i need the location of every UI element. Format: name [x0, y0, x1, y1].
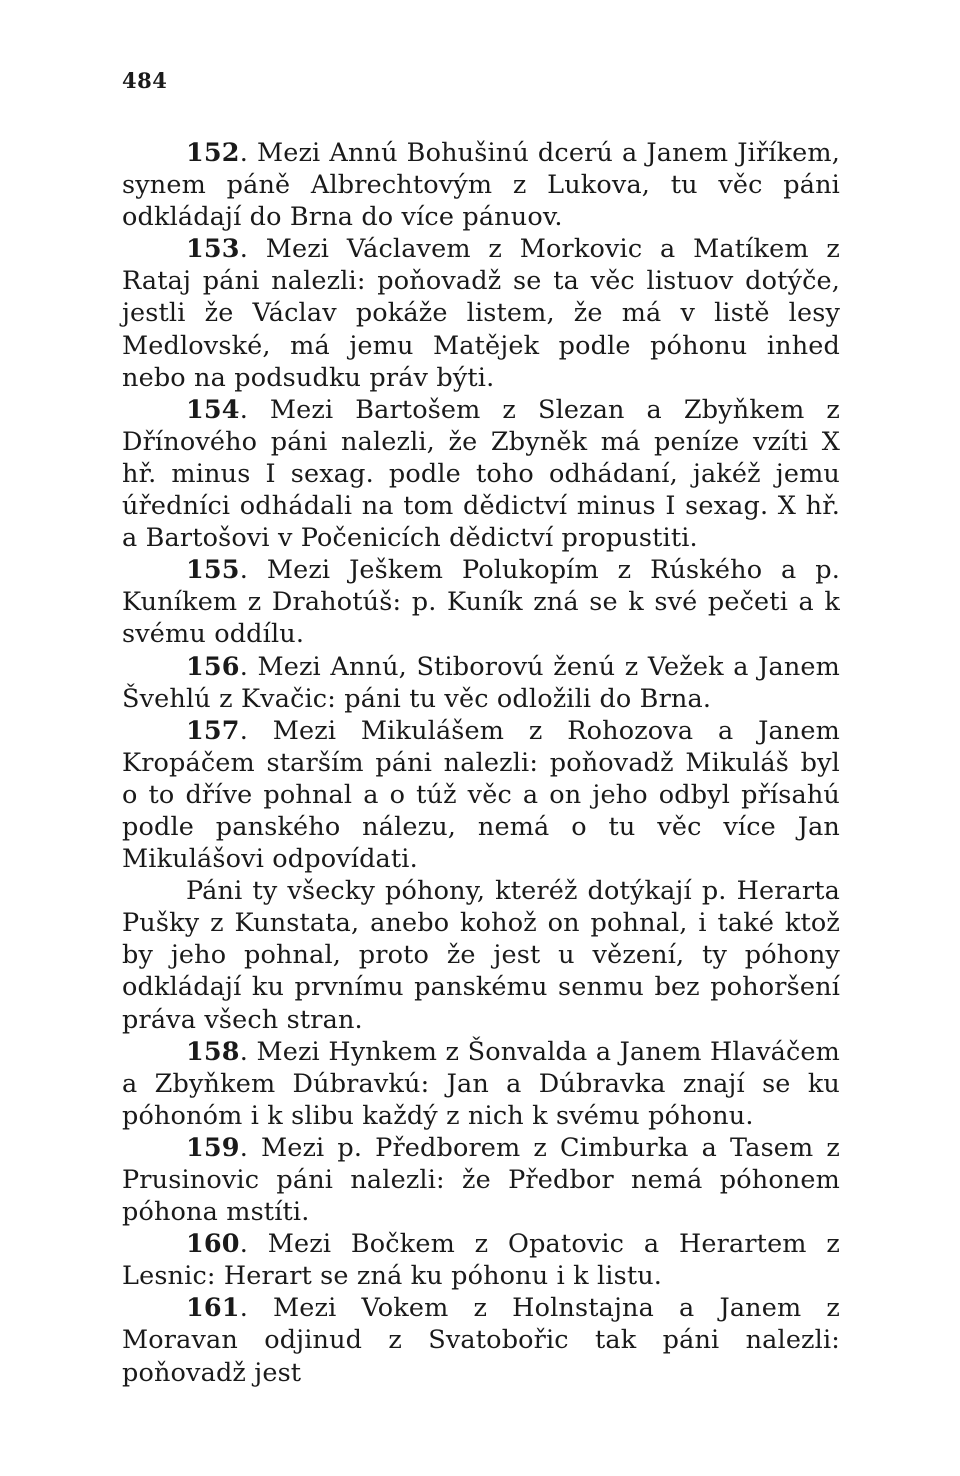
paragraph-text: Mezi Mikulášem z Rohozova a Janem Kropáčem starším páni nalezli: poňovadž Mikuláš byl o to dříve pohnal a o túž věc a on jeho odbyl přísahú podle panského nálezu, nemá o tu věc více Jan Mikulášovi odpovídati.: [122, 715, 840, 875]
paragraph-number: 159: [186, 1132, 240, 1163]
paragraph-161: 161. Mezi Vokem z Holnstajna a Janem z Moravan odjinud z Svatobořic tak páni nalezli: poňovadž jest: [122, 1293, 840, 1388]
paragraph-158: 158. Mezi Hynkem z Šonvalda a Janem Hlaváčem a Zbyňkem Dúbravkú: Jan a Dúbravka znají se ku póhonóm i k slibu každý z nich k svému póhonu.: [122, 1036, 841, 1131]
paragraph-number: 161: [186, 1293, 240, 1324]
paragraph-157: 157. Mezi Mikulášem z Rohozova a Janem Kropáčem starším páni nalezli: poňovadž Mikuláš byl o to dříve pohnal a o túž věc a on jeho odbyl přísahú podle panského nálezu, nemá o tu věc více Jan Mikulášovi odpovídati.: [122, 715, 840, 875]
paragraph-text: Mezi Václavem z Morkovic a Matíkem z Rataj páni nalezli: poňovadž se ta věc listuov dotýče, jestli že Václav pokáže listem, že má v listě lesy Medlovské, má jemu Matějek podle póhonu inhed nebo na podsudku práv býti.: [122, 234, 841, 393]
paragraph-number: 154: [186, 394, 240, 425]
paragraph-text: Mezi p. Předborem z Cimburka a Tasem z Prusinovic páni nalezli: že Předbor nemá póhonem póhona mstíti.: [122, 1132, 840, 1228]
paragraph-text: Mezi Vokem z Holnstajna a Janem z Moravan odjinud z Svatobořic tak páni nalezli: poňovadž jest: [122, 1293, 840, 1388]
paragraph-number: 156: [186, 651, 240, 682]
paragraph-number: 157: [186, 715, 240, 746]
paragraph-number: 153: [186, 234, 240, 265]
paragraph-number: 152: [186, 138, 240, 168]
paragraph-text: Mezi Bočkem z Opatovic a Herartem z Lesnic: Herart se zná ku póhonu i k listu.: [122, 1229, 841, 1292]
paragraph-160: 160. Mezi Bočkem z Opatovic a Herartem z Lesnic: Herart se zná ku póhonu i k listu.: [122, 1229, 841, 1292]
paragraph-text: Páni ty všecky póhony, kteréž dotýkají p. Herarta Pušky z Kunstata, anebo kohož on pohnal, i také ktož by jeho pohnal, proto že jest u vězení, ty póhony odkládají ku prvnímu panskému senmu bez pohoršení práva všech stran.: [122, 876, 840, 1035]
paragraph-number: 155: [186, 555, 240, 586]
paragraph-text: Mezi Annú, Stiborovú ženú z Vežek a Janem Švehlú z Kvačic: páni tu věc odložili do Brna.: [122, 651, 840, 714]
paragraph-159: 159. Mezi p. Předborem z Cimburka a Tasem z Prusinovic páni nalezli: že Předbor nemá póhonem póhona mstíti.: [122, 1132, 840, 1228]
paragraph-text: Mezi Ješkem Polukopím z Rúského a p. Kuníkem z Drahotúš: p. Kuník zná se k své pečeti a k svému oddílu.: [122, 555, 841, 650]
paragraph-153: 153. Mezi Václavem z Morkovic a Matíkem z Rataj páni nalezli: poňovadž se ta věc listuov dotýče, jestli že Václav pokáže listem, že má v listě lesy Medlovské, má jemu Matějek podle póhonu inhed nebo na podsudku práv býti.: [122, 234, 841, 393]
paragraph-156: 156. Mezi Annú, Stiborovú ženú z Vežek a Janem Švehlú z Kvačic: páni tu věc odložili do Brna.: [122, 651, 840, 714]
paragraph-text: Mezi Bartošem z Slezan a Zbyňkem z Dřínového páni nalezli, že Zbyněk má peníze vzíti X hř. minus I sexag. podle toho odhádaní, jakéž jemu úředníci odhádali na tom dědictví minus I sexag. X hř. a Bartošovi v Počenicích dědictví propustiti.: [122, 394, 841, 554]
paragraph-text: Mezi Annú Bohušinú dcerú a Janem Jiříkem, synem páně Albrechtovým z Lukova, tu věc páni odkládají do Brna do více pánuov.: [122, 138, 841, 233]
paragraph-154: 154. Mezi Bartošem z Slezan a Zbyňkem z Dřínového páni nalezli, že Zbyněk má peníze vzíti X hř. minus I sexag. podle toho odhádaní, jakéž jemu úředníci odhádali na tom dědictví minus I sexag. X hř. a Bartošovi v Počenicích dědictví propustiti.: [122, 394, 841, 554]
paragraph-text: Mezi Hynkem z Šonvalda a Janem Hlaváčem a Zbyňkem Dúbravkú: Jan a Dúbravka znají se ku póhonóm i k slibu každý z nich k svému póhonu.: [122, 1036, 841, 1131]
body-text: [122, 137, 840, 1389]
paragraph-152: 152. Mezi Annú Bohušinú dcerú a Janem Jiříkem, synem páně Albrechtovým z Lukova, tu věc páni odkládají do Brna do více pánuov.: [122, 138, 841, 233]
paragraph-unnumbered: [122, 875, 840, 1035]
paragraph-number: 160: [186, 1229, 240, 1260]
paragraph-number: 158: [186, 1036, 240, 1067]
paragraph-155: 155. Mezi Ješkem Polukopím z Rúského a p. Kuníkem z Drahotúš: p. Kuník zná se k své pečeti a k svému oddílu.: [122, 555, 841, 650]
page-number: 484: [122, 68, 168, 93]
